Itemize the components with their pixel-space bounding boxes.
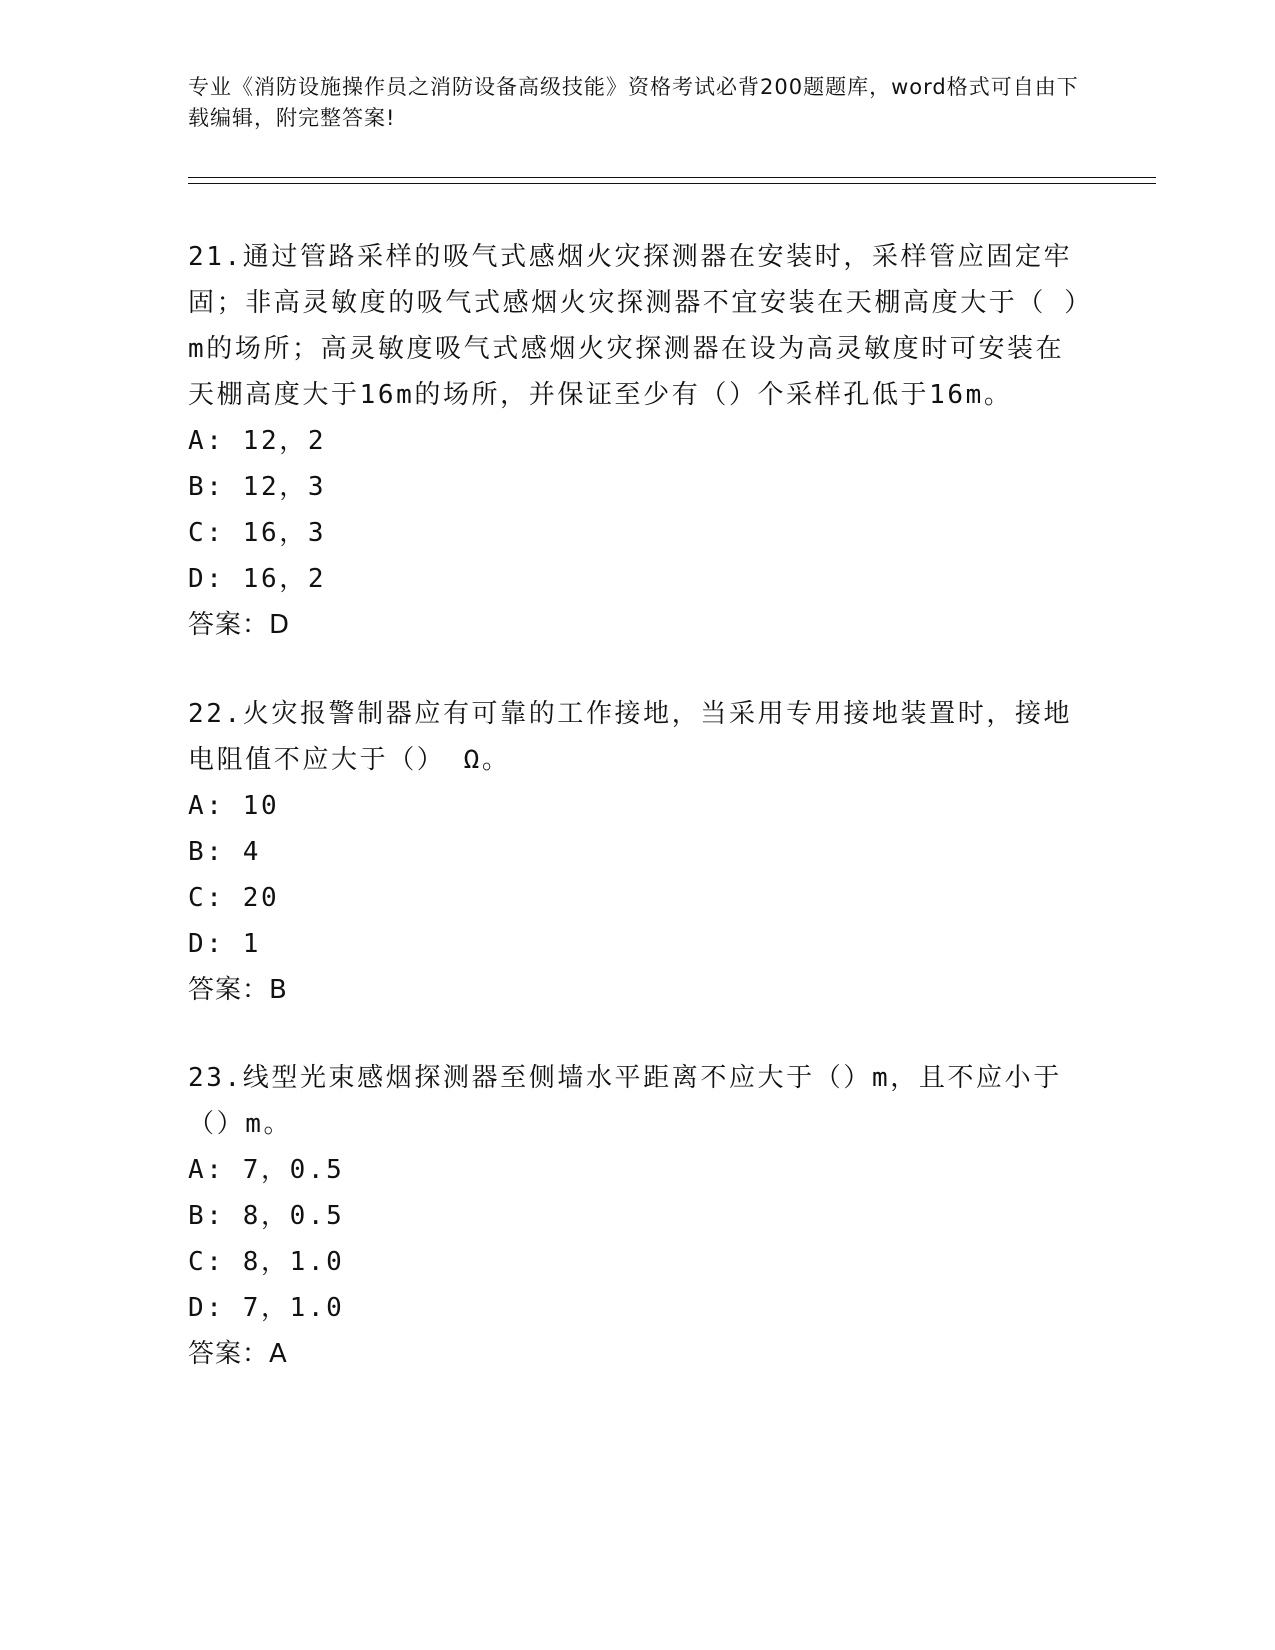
header-divider-top [188,177,1156,178]
option-a: A: 12，2 [188,426,327,456]
option-b: B: 12，3 [188,472,327,502]
option-c: C: 16，3 [188,518,327,548]
option-d: D: 1 [188,929,262,959]
header-intro-text: 专业《消防设施操作员之消防设备高级技能》资格考试必背200题题库，word格式可自由下载编辑，附完整答案! [188,75,1079,130]
document-header [188,72,1088,134]
option-a: A: 7，0.5 [188,1155,345,1185]
answer-line: 答案：D [188,610,291,640]
question-23 [188,1055,1088,1377]
option-b: B: 8，0.5 [188,1201,345,1231]
question-22 [188,691,1088,1013]
question-stem: 23.线型光束感烟探测器至侧墙水平距离不应大于（）m，且不应小于（）m。 [188,1063,1062,1139]
option-b: B: 4 [188,837,262,867]
answer-line: 答案：B [188,975,288,1005]
question-21 [188,234,1088,648]
option-d: D: 7，1.0 [188,1293,345,1323]
question-stem: 22.火灾报警制器应有可靠的工作接地，当采用专用接地装置时，接地电阻值不应大于（） Ω。 [188,699,1073,775]
option-d: D: 16，2 [188,564,327,594]
answer-line: 答案：A [188,1339,288,1369]
option-a: A: 10 [188,791,280,821]
option-c: C: 8，1.0 [188,1247,345,1277]
option-c: C: 20 [188,883,280,913]
header-divider-bottom [188,183,1156,184]
question-stem: 21.通过管路采样的吸气式感烟火灾探测器在安装时，采样管应固定牢固；非高灵敏度的吸气式感烟火灾探测器不宜安装在天棚高度大于（ ）m的场所；高灵敏度吸气式感烟火灾探测器在设为高灵敏度时可安装在天棚高度大于16m的场所，并保证至少有（）个采样孔低于16m。 [188,242,1080,410]
